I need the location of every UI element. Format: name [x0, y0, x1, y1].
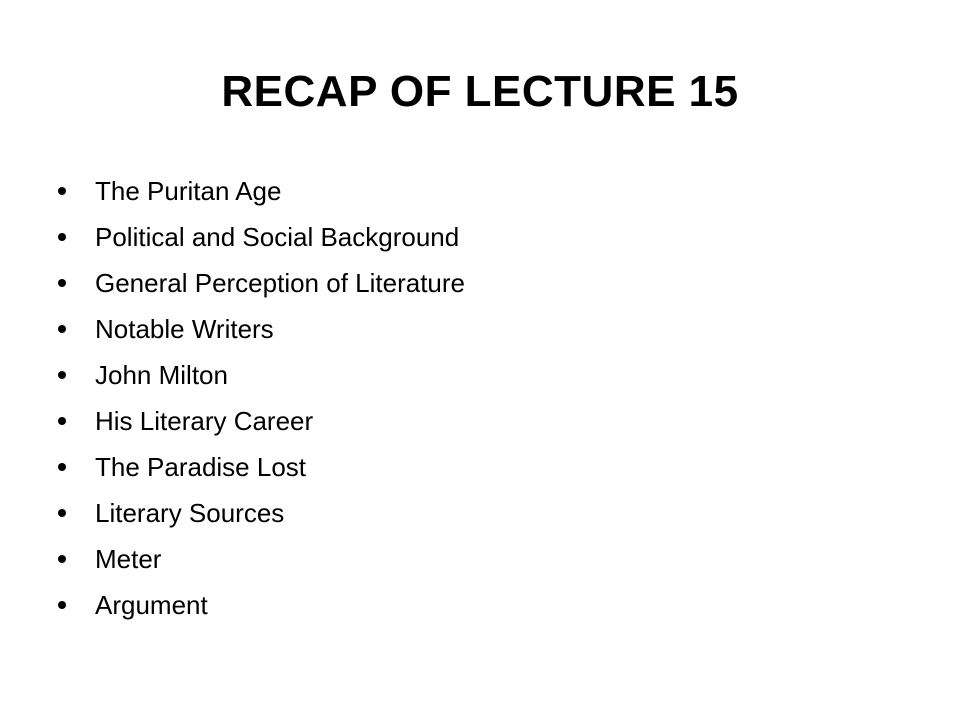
bullet-item — [58, 536, 465, 582]
bullet-item — [58, 306, 465, 352]
bullet-item — [58, 490, 465, 536]
bullet-icon — [58, 555, 66, 563]
bullet-icon — [58, 463, 66, 471]
bullet-icon — [58, 371, 66, 379]
bullet-text: Argument — [95, 590, 208, 620]
bullet-text: John Milton — [95, 360, 228, 390]
bullet-text: Meter — [95, 544, 162, 574]
bullet-item — [58, 352, 465, 398]
bullet-icon — [58, 279, 66, 287]
bullet-text: General Perception of Literature — [95, 268, 465, 298]
bullet-item — [58, 168, 465, 214]
bullet-text: Political and Social Background — [95, 222, 460, 252]
bullet-text: His Literary Career — [95, 406, 314, 436]
bullet-icon — [58, 417, 66, 425]
bullet-icon — [58, 601, 66, 609]
bullet-text: Notable Writers — [95, 314, 274, 344]
bullet-item — [58, 214, 465, 260]
bullet-icon — [58, 325, 66, 333]
bullet-icon — [58, 509, 66, 517]
bullet-text: Literary Sources — [95, 498, 285, 528]
bullet-item — [58, 444, 465, 490]
bullet-text: The Paradise Lost — [95, 452, 307, 482]
bullet-icon — [58, 233, 66, 241]
bullet-item — [58, 260, 465, 306]
bullet-item — [58, 398, 465, 444]
bullet-icon — [58, 187, 66, 195]
bullet-text: The Puritan Age — [95, 176, 282, 206]
bullet-item — [58, 582, 465, 628]
slide-title: RECAP OF LECTURE 15 — [221, 67, 739, 116]
bullet-list — [58, 168, 465, 628]
